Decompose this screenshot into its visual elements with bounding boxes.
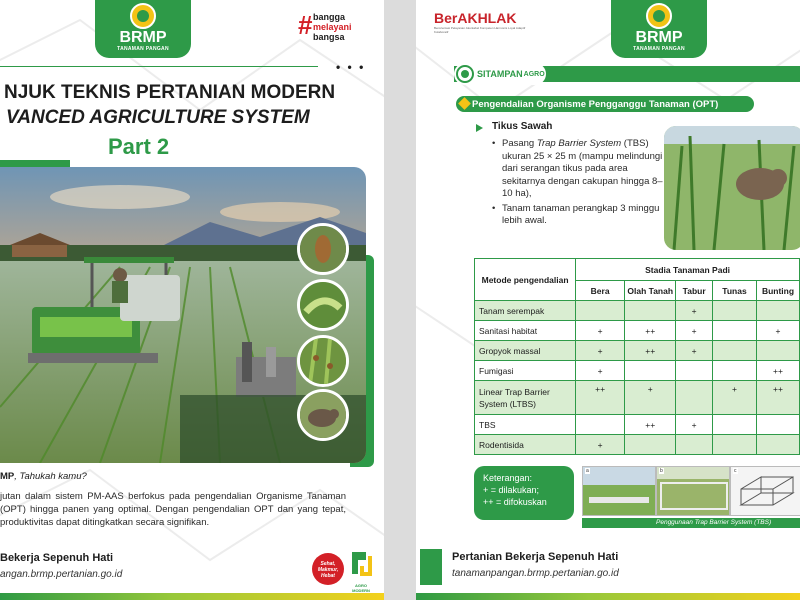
subsection-title: Tikus Sawah (492, 121, 553, 132)
value-cell (757, 301, 800, 321)
stage-header: Olah Tanah (625, 281, 676, 301)
table-row (475, 361, 800, 381)
bangga-word: bangga (313, 12, 346, 22)
tikus-bullet-list (490, 138, 666, 230)
caption-text-a: Penggunaan (656, 519, 695, 526)
agro-modern-icon (346, 548, 376, 578)
table-row (475, 435, 800, 455)
pest-caterpillar-image (297, 279, 349, 331)
page-title-line2: VANCED AGRICULTURE SYSTEM (6, 107, 310, 128)
value-cell: + (576, 321, 625, 341)
legend-box (474, 466, 574, 520)
tbs-field-b-illustration (657, 467, 730, 516)
emblem-icon (130, 3, 156, 29)
hero-image-rice-transplanter (0, 167, 366, 463)
bermakna-text: Sehat, Makmur, Hebat (317, 561, 339, 579)
rice-rat-illustration (664, 126, 800, 250)
tbs-photo-a (582, 466, 656, 516)
brand-sub: TANAMAN PANGAN (117, 46, 169, 52)
legend-item: + = dilakukan; (483, 485, 540, 495)
value-cell: + (576, 435, 625, 455)
tbs-field-a-illustration (583, 467, 656, 516)
value-cell (676, 435, 713, 455)
caterpillar-icon (300, 282, 346, 328)
value-cell (625, 361, 676, 381)
brmp-logo (611, 0, 707, 58)
table-row (475, 341, 800, 361)
brand-name: BRMP (635, 29, 683, 46)
value-cell (576, 415, 625, 435)
value-cell: + (576, 341, 625, 361)
value-cell (712, 321, 756, 341)
footer-url[interactable]: tanamanpangan.brmp.pertanian.go.id (452, 568, 619, 579)
value-cell (676, 361, 713, 381)
value-cell (576, 301, 625, 321)
value-cell (712, 361, 756, 381)
dots-decoration: • • • (336, 60, 366, 74)
bermakna-logo (312, 553, 344, 585)
stage-header: Tabur (676, 281, 713, 301)
berakhlak-word: BerAKHLAK (434, 10, 517, 26)
value-cell: ++ (625, 341, 676, 361)
agro-modern-logo (346, 548, 376, 593)
value-cell: + (712, 381, 756, 415)
method-cell: Tanam serempak (475, 301, 576, 321)
header-divider (0, 66, 318, 67)
stage-header: Bera (576, 281, 625, 301)
triangle-bullet-icon (476, 124, 483, 132)
value-cell (712, 341, 756, 361)
method-cell: Sanitasi habitat (475, 321, 576, 341)
pest-leaf-disease-image (297, 335, 349, 387)
intro-brand: MP (0, 471, 15, 482)
value-cell: ++ (625, 321, 676, 341)
tbs-photo-c (730, 466, 800, 516)
value-cell: + (676, 341, 713, 361)
planthopper-icon (300, 226, 346, 272)
bullet1-text-b: (TBS) ukuran 25 × 25 m (mampu melindungi dari serangan tikus pada area sekitarnya dengan cakupan hingga 8–10 ha), (502, 138, 663, 199)
value-cell (625, 435, 676, 455)
sitampan-icon (456, 65, 474, 83)
brmp-logo (95, 0, 191, 58)
rat-icon (300, 392, 346, 438)
rice-field-rat-photo (664, 126, 800, 250)
value-cell (625, 301, 676, 321)
table-row (475, 301, 800, 321)
method-cell: TBS (475, 415, 576, 435)
caption-text-em: Trap Barrier System (694, 519, 753, 526)
value-cell: + (676, 321, 713, 341)
brand-name: BRMP (119, 29, 167, 46)
pest-planthopper-image (297, 223, 349, 275)
caption-text-b: (TBS) (752, 519, 772, 526)
table-row (475, 415, 800, 435)
tbs-caption (656, 519, 771, 526)
pest-rat-image (297, 389, 349, 441)
table-row (475, 321, 800, 341)
photo-letter: b (660, 468, 663, 474)
value-cell: ++ (757, 361, 800, 381)
value-cell (757, 341, 800, 361)
page-title-line1: NJUK TEKNIS PERTANIAN MODERN (4, 82, 336, 103)
section-heading: Pengendalian Organisme Pengganggu Tanaman (OPT) (472, 98, 719, 110)
berakhlak-logo (434, 10, 534, 34)
list-item: • Tanam tanaman perangkap 3 minggu lebih awal. (490, 203, 666, 228)
bullet1-text-em: Trap Barrier System (536, 138, 622, 149)
list-item (490, 138, 666, 201)
table-row (475, 381, 800, 415)
bangsa-word: bangsa (313, 32, 345, 42)
value-cell: + (676, 415, 713, 435)
method-cell: Linear Trap Barrier System (LTBS) (475, 381, 576, 415)
opt-control-table (474, 258, 800, 455)
method-cell: Rodentisida (475, 435, 576, 455)
value-cell (676, 381, 713, 415)
melayani-word: melayani (313, 22, 352, 32)
part-label: Part 2 (108, 134, 170, 159)
value-cell (712, 435, 756, 455)
berakhlak-tagline: Berorientasi Pelayanan Akuntabel Kompeten Harmonis Loyal Adaptif Kolaboratif (434, 26, 526, 34)
value-cell: ++ (625, 415, 676, 435)
value-cell: + (676, 301, 713, 321)
legend-title: Keterangan: (483, 473, 533, 483)
method-cell: Gropyok massal (475, 341, 576, 361)
legend-item: ++ = difokuskan (483, 497, 547, 507)
footer-gradient-bar (0, 593, 384, 600)
emblem-icon (646, 3, 672, 29)
value-cell (757, 435, 800, 455)
section-heading-bar (456, 96, 754, 112)
left-page (0, 0, 384, 600)
method-cell: Fumigasi (475, 361, 576, 381)
tbs-photo-b (656, 466, 730, 516)
brand-sub: TANAMAN PANGAN (633, 46, 685, 52)
leaf-disease-icon (300, 338, 346, 384)
stage-header: Tunas (712, 281, 756, 301)
value-cell: + (576, 361, 625, 381)
method-header: Metode pengendalian (475, 259, 576, 301)
value-cell (757, 415, 800, 435)
footer-slogan: Bekerja Sepenuh Hati (0, 552, 114, 564)
bullet1-text-a: Pasang (502, 138, 537, 149)
value-cell (712, 415, 756, 435)
bangga-melayani-bangsa-logo (298, 10, 368, 42)
value-cell: + (625, 381, 676, 415)
intro-question: , Tahukah kamu? (14, 471, 87, 482)
sitampan-text: SITAMPAN (477, 69, 523, 79)
footer-slogan: Pertanian Bekerja Sepenuh Hati (452, 551, 619, 563)
tbs-diagram-illustration (731, 467, 800, 516)
tbs-photo-strip (582, 466, 800, 516)
value-cell: ++ (757, 381, 800, 415)
value-cell: + (757, 321, 800, 341)
right-page (416, 0, 800, 600)
stage-header: Bunting (757, 281, 800, 301)
photo-letter: c (734, 468, 737, 474)
stage-group-header: Stadia Tanaman Padi (576, 259, 800, 281)
value-cell (712, 301, 756, 321)
agro-modern-text: AGRO MODERN (352, 583, 370, 593)
footer-gradient-bar (416, 593, 800, 600)
intro-line (0, 471, 87, 482)
sitampan-agro-text: AGRO (523, 70, 545, 78)
sitampan-agro-logo (454, 63, 546, 85)
hashtag-icon: # (298, 10, 313, 40)
footer-green-block (420, 549, 442, 585)
footer-url[interactable]: angan.brmp.pertanian.go.id (0, 569, 123, 580)
value-cell: ++ (576, 381, 625, 415)
photo-letter: a (586, 468, 589, 474)
intro-paragraph: jutan dalam sistem PM-AAS berfokus pada pengendalian Organisme Tanaman (OPT) hingga panen yang optimal. Dengan pengendalian OPT dan yang tepat, produktivitas dapat ditingkatkan secara signifikan. (0, 491, 346, 528)
